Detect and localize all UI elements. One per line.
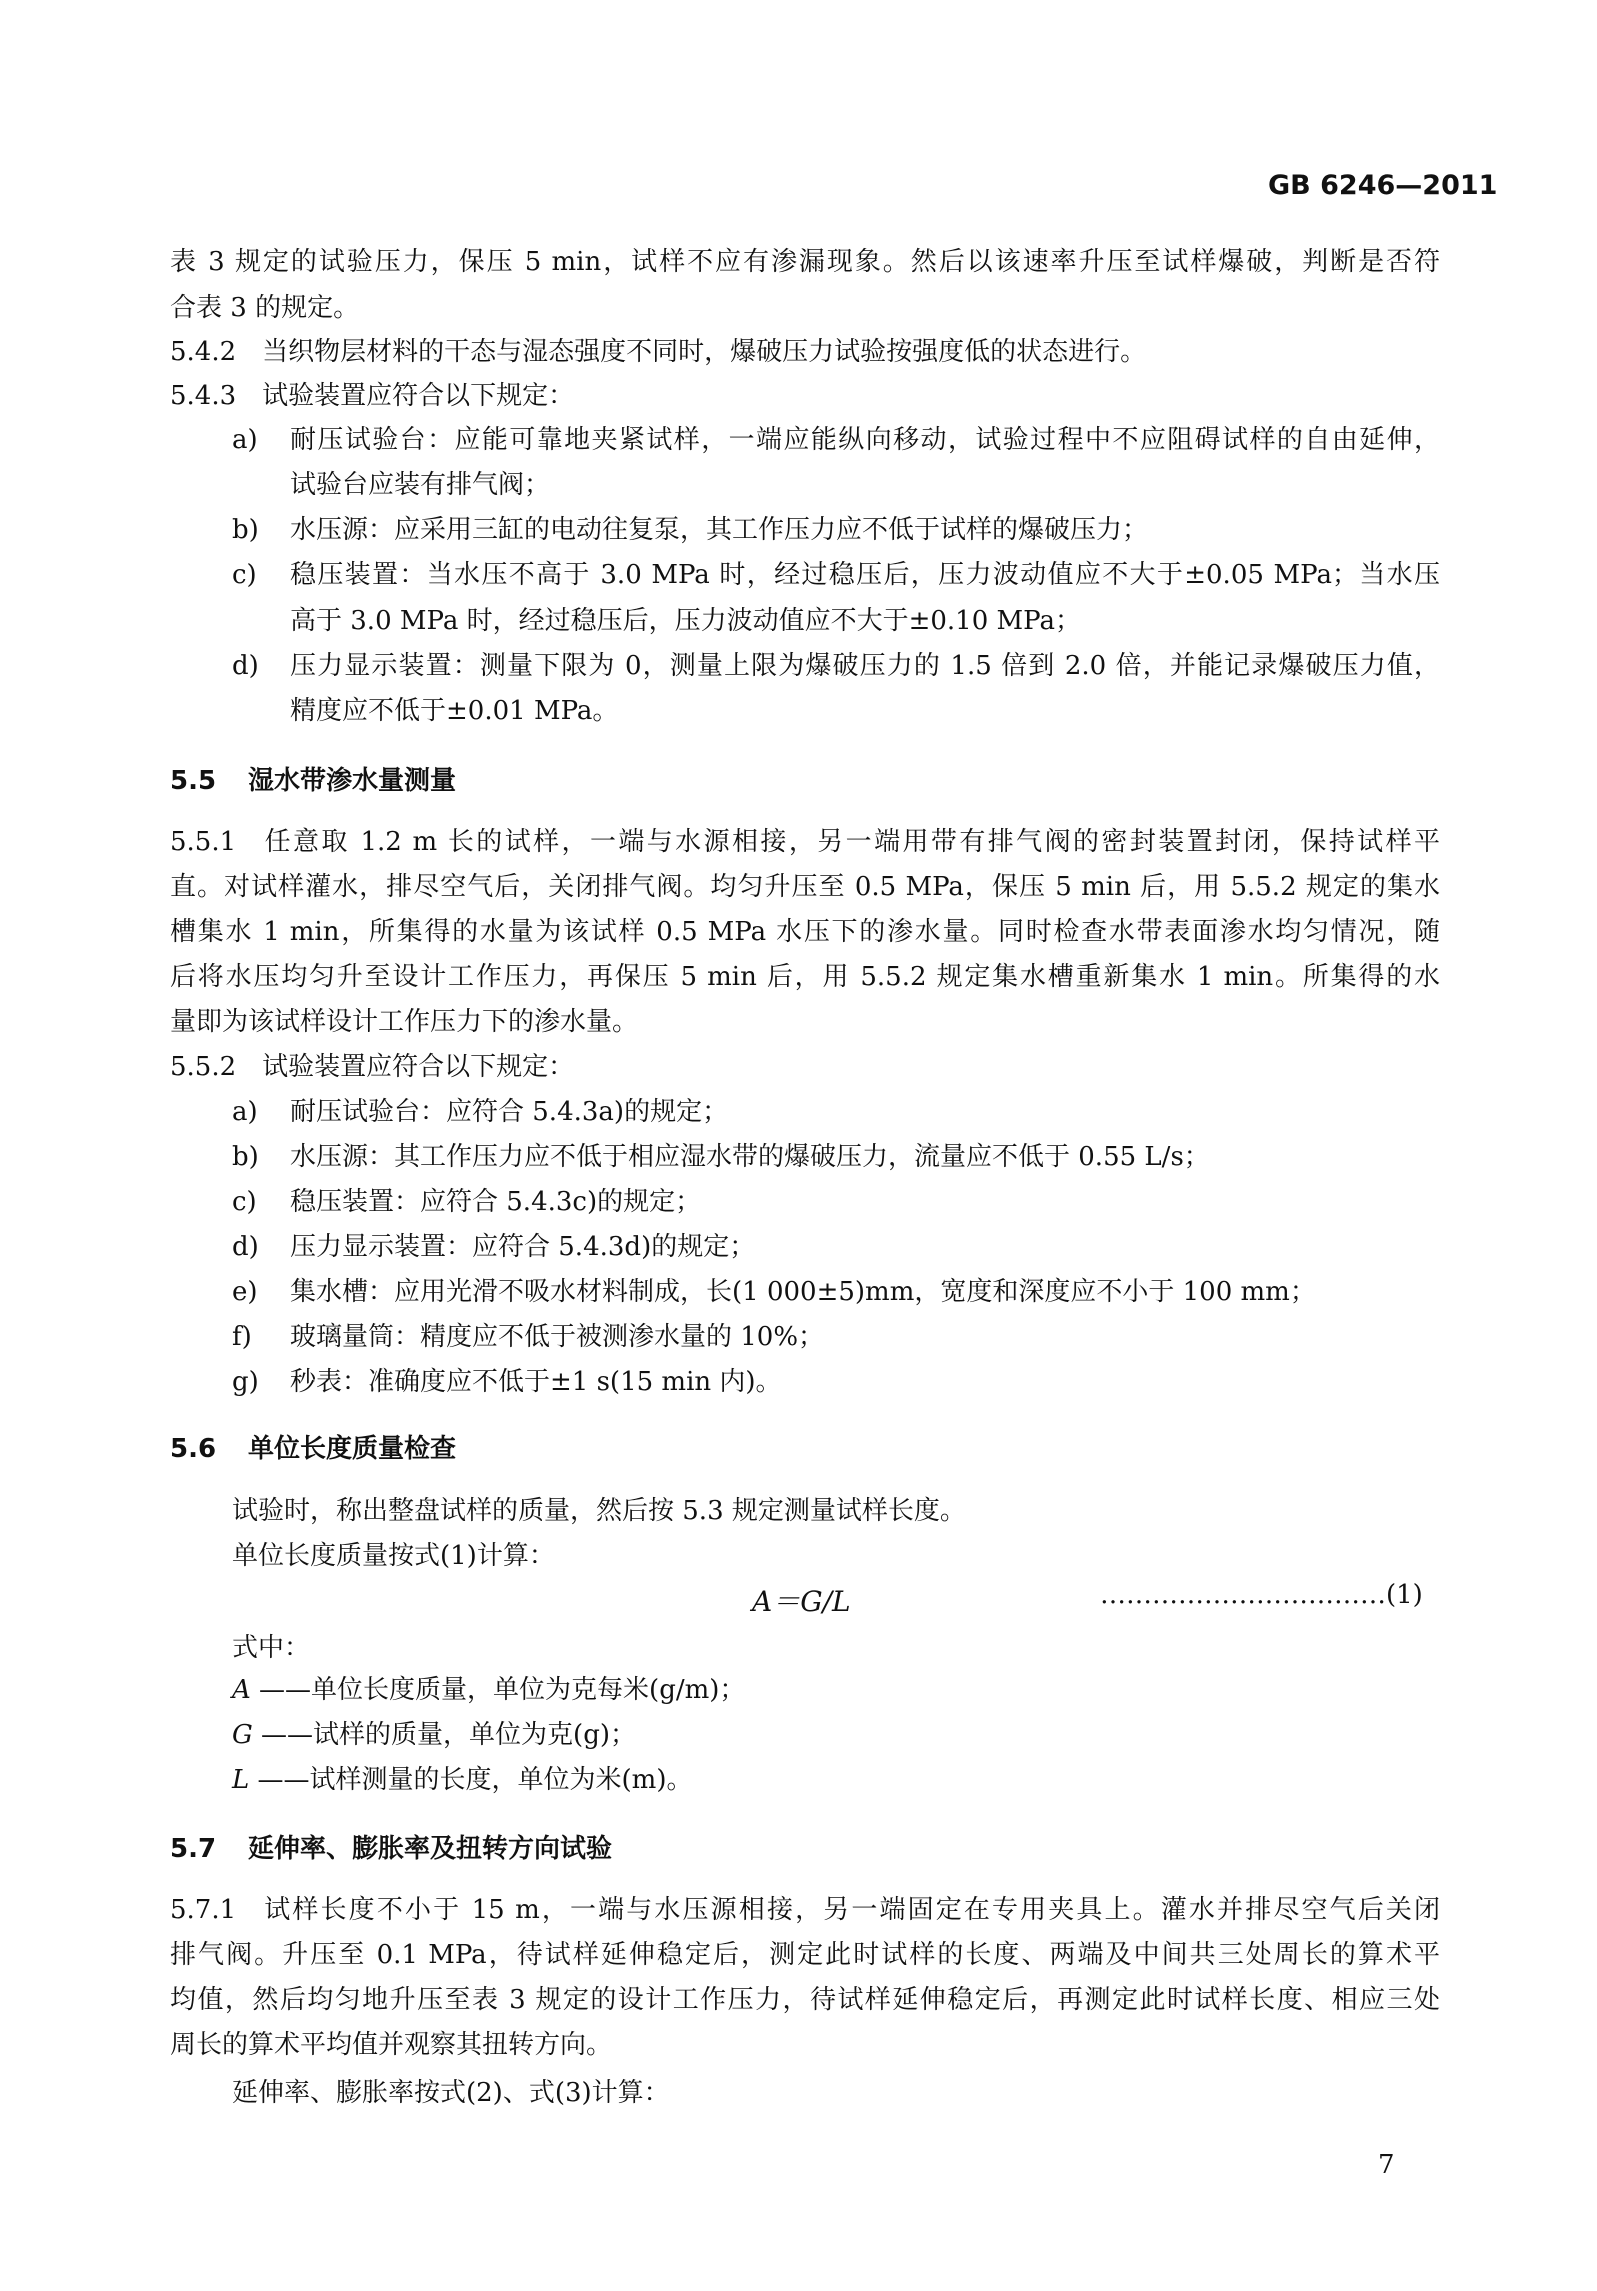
clause-text: 当织物层材料的干态与湿态强度不同时，爆破压力试验按强度低的状态进行。 bbox=[262, 337, 1147, 367]
clause-text: 试样长度不小于 15 m，一端与水压源相接，另一端固定在专用夹具上。灌水并排尽空气后关闭 bbox=[262, 1895, 1440, 1925]
item-label: g) bbox=[232, 1367, 259, 1397]
section-number: 5.5 bbox=[170, 766, 217, 796]
variable-description: ——试样的质量，单位为克(g)； bbox=[261, 1720, 636, 1750]
standard-code: GB 6246—2011 bbox=[1268, 170, 1498, 201]
variable-symbol: L bbox=[232, 1765, 250, 1795]
clause-number: 5.4.3 bbox=[170, 381, 237, 411]
clause-5-5-1 bbox=[170, 824, 1440, 860]
variable-definition bbox=[232, 1762, 692, 1798]
item-text: 水压源：应采用三缸的电动往复泵，其工作压力应不低于试样的爆破压力； bbox=[290, 515, 1149, 545]
item-text: 耐压试验台：应能可靠地夹紧试样，一端应能纵向移动，试验过程中不应阻碍试样的自由延伸， bbox=[290, 425, 1440, 455]
section-title: 单位长度质量检查 bbox=[248, 1434, 457, 1464]
item-text: 稳压装置：当水压不高于 3.0 MPa 时，经过稳压后，压力波动值应不大于±0.05 MPa；当水压 bbox=[290, 560, 1440, 590]
paragraph-line: 槽集水 1 min，所集得的水量为该试样 0.5 MPa 水压下的渗水量。同时检查水带表面渗水均匀情况，随 bbox=[170, 917, 1440, 947]
section-number: 5.7 bbox=[170, 1834, 217, 1864]
item-label: b) bbox=[232, 1142, 259, 1172]
paragraph-line: 表 3 规定的试验压力，保压 5 min，试样不应有渗漏现象。然后以该速率升压至试样爆破，判断是否符 bbox=[170, 247, 1440, 277]
section-title: 湿水带渗水量测量 bbox=[248, 766, 457, 796]
clause-number: 5.5.1 bbox=[170, 827, 237, 857]
item-label: b) bbox=[232, 515, 259, 545]
paragraph-line: 周长的算术平均值并观察其扭转方向。 bbox=[170, 2030, 613, 2060]
item-text: 集水槽：应用光滑不吸水材料制成，长(1 000±5)mm，宽度和深度应不小于 100 mm； bbox=[290, 1277, 1316, 1307]
clause-text: 试验装置应符合以下规定： bbox=[262, 1052, 575, 1082]
variable-description: ——单位长度质量，单位为克每米(g/m)； bbox=[259, 1675, 746, 1705]
item-text: 水压源：其工作压力应不低于相应湿水带的爆破压力，流量应不低于 0.55 L/s； bbox=[290, 1142, 1210, 1172]
clause-5-4-3 bbox=[170, 378, 1440, 414]
item-label: c) bbox=[232, 560, 257, 590]
where-label: 式中： bbox=[232, 1633, 311, 1663]
item-label: d) bbox=[232, 1232, 259, 1262]
item-label: a) bbox=[232, 425, 258, 455]
clause-text: 试验装置应符合以下规定： bbox=[262, 381, 575, 411]
clause-5-7-1 bbox=[170, 1892, 1440, 1928]
section-number: 5.6 bbox=[170, 1434, 217, 1464]
item-label: a) bbox=[232, 1097, 258, 1127]
variable-description: ——试样测量的长度，单位为米(m)。 bbox=[257, 1765, 693, 1795]
variable-symbol: G bbox=[232, 1720, 253, 1750]
item-text: 玻璃量筒：精度应不低于被测渗水量的 10%； bbox=[290, 1322, 825, 1352]
clause-5-5-2 bbox=[170, 1049, 1440, 1085]
item-text: 试验台应装有排气阀； bbox=[290, 470, 551, 500]
clause-number: 5.5.2 bbox=[170, 1052, 237, 1082]
variable-definition bbox=[232, 1672, 745, 1708]
section-heading-5-5 bbox=[170, 760, 456, 797]
paragraph-line: 试验时，称出整盘试样的质量，然后按 5.3 规定测量试样长度。 bbox=[232, 1496, 966, 1526]
item-label: e) bbox=[232, 1277, 258, 1307]
item-text: 秒表：准确度应不低于±1 s(15 min 内)。 bbox=[290, 1367, 782, 1397]
item-label: f) bbox=[232, 1322, 252, 1352]
item-text: 压力显示装置：应符合 5.4.3d)的规定； bbox=[290, 1232, 756, 1262]
clause-number: 5.4.2 bbox=[170, 337, 237, 367]
item-text: 精度应不低于±0.01 MPa。 bbox=[290, 696, 619, 726]
variable-symbol: A bbox=[232, 1675, 251, 1705]
clause-5-4-2 bbox=[170, 334, 1440, 370]
variable-definition bbox=[232, 1717, 636, 1753]
item-text: 压力显示装置：测量下限为 0，测量上限为爆破压力的 1.5 倍到 2.0 倍，并能记录爆破压力值， bbox=[290, 651, 1440, 681]
item-text: 稳压装置：应符合 5.4.3c)的规定； bbox=[290, 1187, 702, 1217]
paragraph-line: 单位长度质量按式(1)计算： bbox=[232, 1541, 555, 1571]
item-text: 高于 3.0 MPa 时，经过稳压后，压力波动值应不大于±0.10 MPa； bbox=[290, 606, 1081, 636]
section-heading-5-7 bbox=[170, 1828, 612, 1865]
clause-number: 5.7.1 bbox=[170, 1895, 237, 1925]
paragraph-line: 排气阀。升压至 0.1 MPa，待试样延伸稳定后，测定此时试样的长度、两端及中间共三处周长的算术平 bbox=[170, 1940, 1440, 1970]
formula: A＝G/L bbox=[752, 1585, 851, 1618]
paragraph-line: 均值，然后均匀地升压至表 3 规定的设计工作压力，待试样延伸稳定后，再测定此时试样长度、相应三处 bbox=[170, 1985, 1440, 2015]
section-heading-5-6 bbox=[170, 1428, 456, 1465]
paragraph-line: 延伸率、膨胀率按式(2)、式(3)计算： bbox=[232, 2078, 670, 2108]
paragraph-line: 合表 3 的规定。 bbox=[170, 293, 360, 323]
clause-text: 任意取 1.2 m 长的试样，一端与水源相接，另一端用带有排气阀的密封装置封闭，保持试样平 bbox=[262, 827, 1440, 857]
paragraph-line: 后将水压均匀升至设计工作压力，再保压 5 min 后，用 5.5.2 规定集水槽重新集水 1 min。所集得的水 bbox=[170, 962, 1440, 992]
paragraph-line: 量即为该试样设计工作压力下的渗水量。 bbox=[170, 1007, 639, 1037]
item-label: c) bbox=[232, 1187, 257, 1217]
item-label: d) bbox=[232, 651, 259, 681]
paragraph-line: 直。对试样灌水，排尽空气后，关闭排气阀。均匀升压至 0.5 MPa，保压 5 min 后，用 5.5.2 规定的集水 bbox=[170, 872, 1440, 902]
section-title: 延伸率、膨胀率及扭转方向试验 bbox=[248, 1834, 613, 1864]
formula-number: ……………………………(1) bbox=[1100, 1580, 1423, 1610]
page-number: 7 bbox=[1378, 2150, 1395, 2180]
item-text: 耐压试验台：应符合 5.4.3a)的规定； bbox=[290, 1097, 729, 1127]
